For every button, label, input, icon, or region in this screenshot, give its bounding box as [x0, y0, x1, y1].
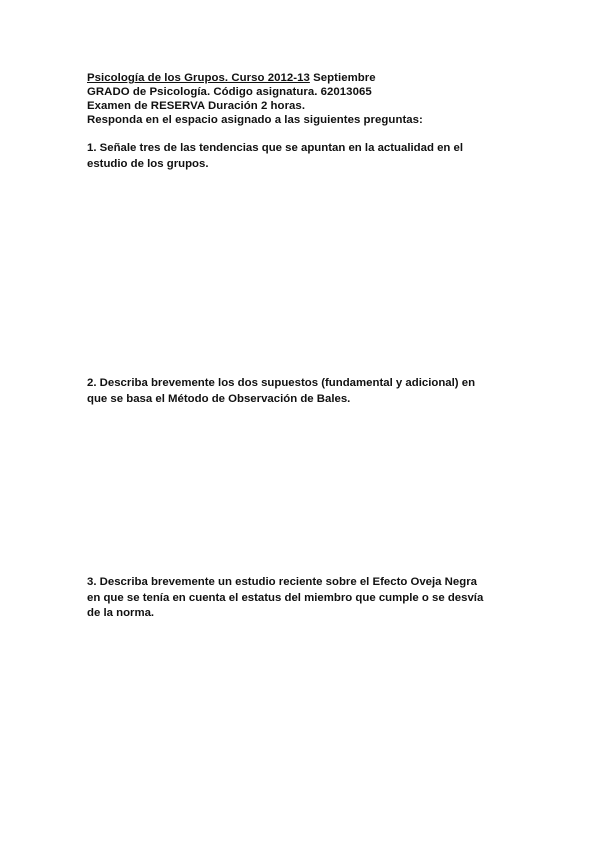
question-2: 2. Describa brevemente los dos supuestos (fundamental y adicional) en que se basa el Método de Observación de Bales. — [87, 377, 476, 405]
exam-session: Septiembre — [309, 72, 376, 84]
exam-type-duration: Examen de RESERVA Duración 2 horas. — [87, 100, 306, 112]
question-1: 1. Señale tres de las tendencias que se apuntan en la actualidad en el estudio de los grupos. — [87, 142, 464, 170]
exam-title-line — [87, 72, 376, 85]
degree-code-line: GRADO de Psicología. Código asignatura. 62013065 — [87, 86, 372, 98]
course-title: Psicología de los Grupos. Curso 2012-13 — [87, 72, 310, 84]
question-3: 3. Describa brevemente un estudio reciente sobre el Efecto Oveja Negra en que se tenía en cuenta el estatus del miembro que cumple o se desvía de la norma. — [87, 576, 484, 619]
exam-instructions: Responda en el espacio asignado a las siguientes preguntas: — [87, 114, 423, 126]
